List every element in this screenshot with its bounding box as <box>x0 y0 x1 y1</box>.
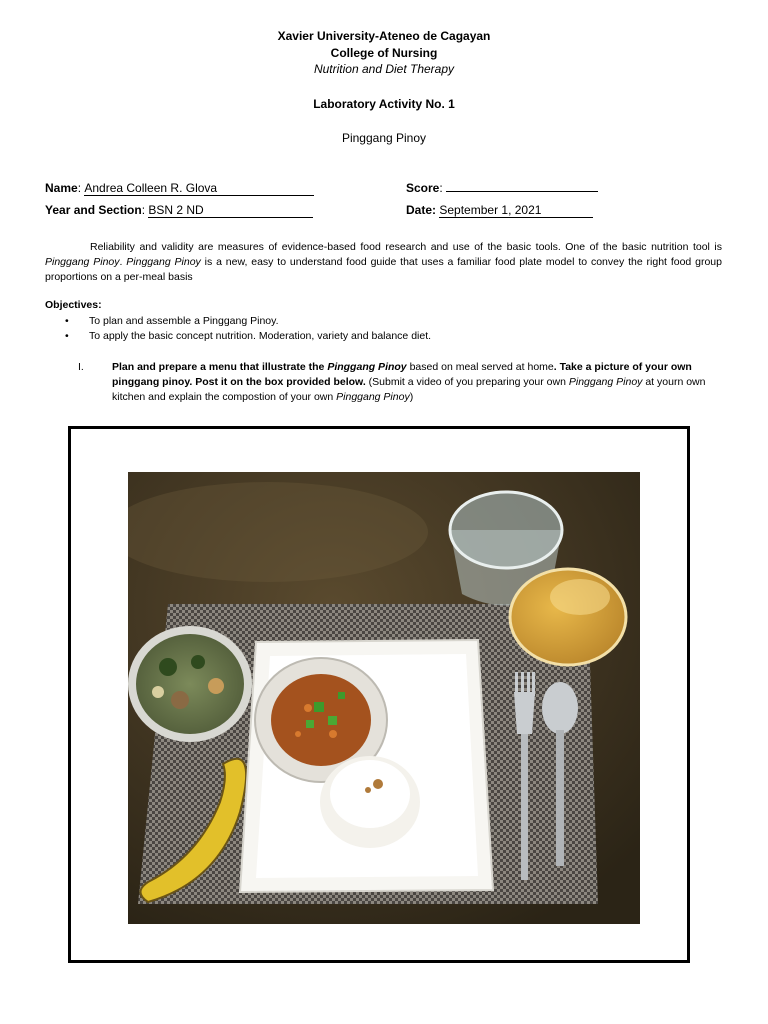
name-label: Name <box>45 181 78 195</box>
intro-paragraph: Reliability and validity are measures of evidence-based food research and use of the basic tools. One of the basic nutrition tool is Pinggang Pinoy. Pinggang Pinoy is a new, easy to understand food guide that uses a familiar food plate model to convey the right food group proportions on a per-meal basis <box>45 241 722 283</box>
date-field <box>406 202 593 218</box>
college-name: College of Nursing <box>330 46 438 60</box>
score-label: Score <box>406 181 440 195</box>
name-field: Name: Andrea Colleen R. Glova <box>45 180 314 196</box>
activity-subtitle: Pinggang Pinoy <box>341 131 427 145</box>
rice <box>320 756 420 848</box>
date-label: Date: <box>406 203 437 217</box>
year-section-field: Year and Section: BSN 2 ND <box>45 202 313 218</box>
objectives-heading: Objectives: <box>45 299 102 311</box>
juice-glass <box>510 569 626 665</box>
year-section-label: Year and Section <box>45 203 142 217</box>
score-value <box>446 191 598 192</box>
pinggang-pinoy-photo <box>128 472 640 924</box>
university-name: Xavier University-Ateneo de Cagayan <box>277 29 491 43</box>
list-item: • To apply the basic concept nutrition. Moderation, variety and balance diet. <box>65 329 431 344</box>
course-name: Nutrition and Diet Therapy <box>313 62 455 76</box>
task-number: I. <box>78 361 84 373</box>
soup-bowl <box>128 626 252 742</box>
activity-title: Laboratory Activity No. 1 <box>313 97 455 111</box>
list-item: • To plan and assemble a Pinggang Pinoy. <box>65 314 431 329</box>
name-value: Andrea Colleen R. Glova <box>84 182 314 196</box>
objectives-list <box>65 314 431 344</box>
date-value: September 1, 2021 <box>439 204 593 218</box>
score-field: Score: <box>406 180 598 196</box>
task-instruction: I. Plan and prepare a menu that illustrate the Pinggang Pinoy based on meal served at home. Take a picture of your own pinggang pinoy. Post it on the box provided below. (Submit a video of you preparing your own Pinggang Pinoy at yourn own kitchen and explain the compostion of your own Pinggang Pinoy) <box>78 361 706 403</box>
year-section-value: BSN 2 ND <box>148 204 313 218</box>
